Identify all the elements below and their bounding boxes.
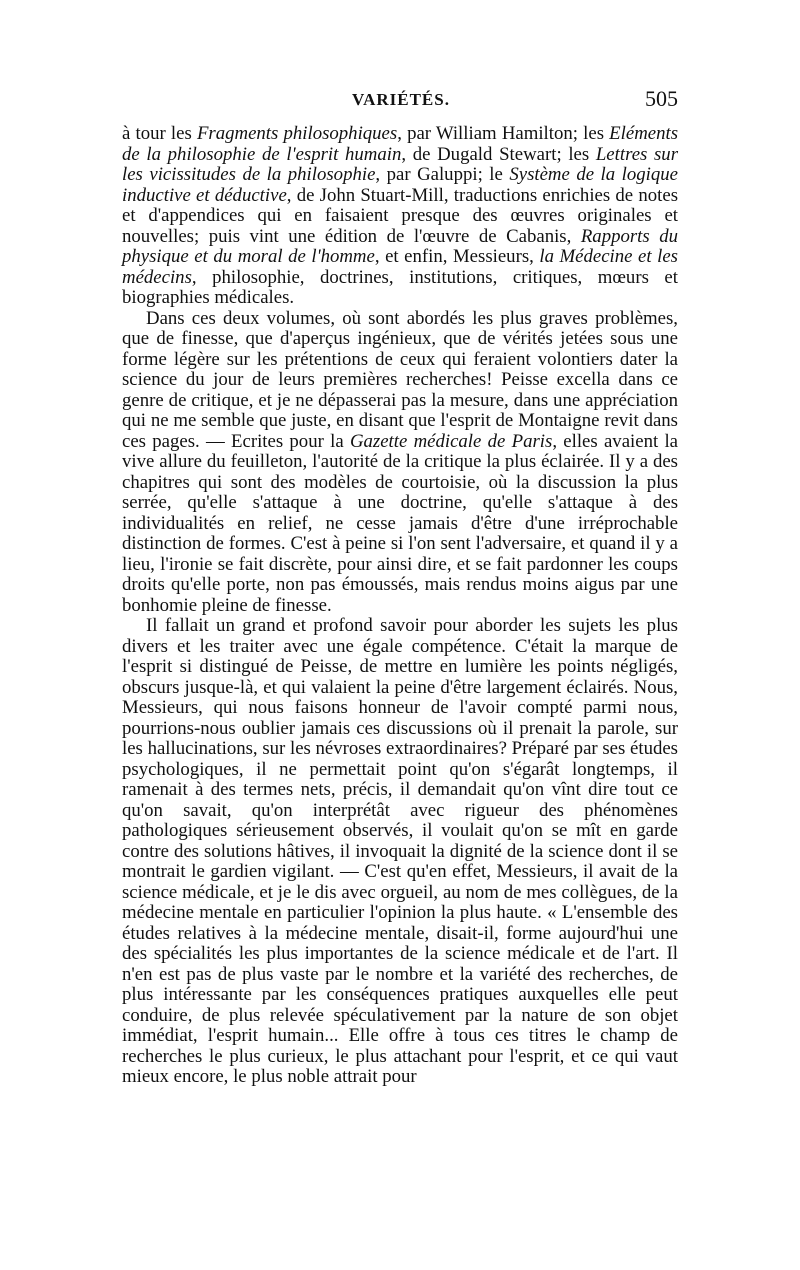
- text-segment: , et enfin, Messieurs,: [374, 246, 540, 267]
- page-number: 505: [645, 86, 678, 111]
- italic-title-text: Eléments de la philosophie de l'esprit humain: [122, 123, 679, 165]
- text-segment: , de John Stuart-Mill, traductions enrichies de notes et d'appendices qui en faisaient presque des œuvres originales et nouvelles; puis vint une édition de l'œuvre de Cabanis,: [122, 184, 678, 247]
- italic-title-text: Gazette médicale de Paris: [349, 430, 553, 452]
- paragraph-1: [122, 124, 678, 309]
- italic-title-text: Système de la logique inductive et déductive: [122, 164, 678, 206]
- italic-title-text: Rapports du physique et du moral de l'homme: [122, 225, 678, 267]
- text-segment: , par William Hamilton; les: [397, 123, 610, 144]
- paragraph-2: [122, 309, 678, 617]
- paragraph-3: [122, 616, 678, 1088]
- page-header: [122, 86, 678, 116]
- text-segment: Il fallait un grand et profond savoir pour aborder les sujets les plus divers et les traiter avec une égale compétence. C'était la marque de l'esprit si distingué de Peisse, de mettre en lumière les points négligés, obscurs jusque-là, et qui valaient la peine d'être largement éclairés. Nous, Messieurs, qui nous faisons honneur de l'avoir compté parmi nous, pourrions-nous oublier jamais ces discussions où il prenait la parole, sur les hallucinations, sur les névroses extraordinaires? Préparé par ses études psychologiques, il ne permettait point qu'on s'égarât longtemps, il ramenait à des termes nets, précis, il demandait qu'on vînt dire tout ce qu'on savait, qu'on interprétât avec rigueur des phénomènes pathologiques sérieusement observés, il voulait qu'on se mît en garde contre des solutions hâtives, il invoquait la dignité de la science dont il se montrait le gardien vigilant. — C'est qu'en effet, Messieurs, il avait de la science médicale, et je le dis avec orgueil, au nom de mes collègues, de la médecine mentale en particulier l'opinion la plus haute. « L'ensemble des études relatives à la médecine mentale, disait-il, forme aujourd'hui une des spécialités les plus importantes de la science médicale et de l'art. Il n'en est pas de plus vaste par le nombre et la variété des recherches, de plus intéressante par les conséquences pratiques auxquelles elle peut conduire, de plus relevée spéculativement par la nature de son objet immédiat, l'esprit humain... Elle offre à tous ces titres le champ de recherches le plus curieux, le plus attachant pour l'esprit, et ce qui vaut mieux encore, le plus noble attrait pour: [122, 615, 678, 1087]
- text-segment: , par Galuppi; le: [375, 164, 510, 185]
- body-text: [122, 124, 678, 1088]
- italic-title-text: Lettres sur les vicissitudes de la philosophie: [122, 143, 679, 185]
- text-segment: , philosophie, doctrines, institutions, critiques, mœurs et biographies médicales.: [122, 266, 678, 308]
- text-segment: Dans ces deux volumes, où sont abordés les plus graves problèmes, que de finesse, que d'aperçus ingénieux, que de vérités jetées sous une forme légère sur les prétentions de ceux qui feraient volontiers dater la science du jour de leurs premières recherches! Peisse excella dans ce genre de critique, et je ne dépasserai pas la mesure, dans une appréciation qui ne me semble que juste, en disant que l'esprit de Montaigne revit dans ces pages. — Ecrites pour la: [122, 307, 678, 452]
- italic-title-text: Fragments philosophiques: [196, 123, 398, 144]
- text-segment: , elles avaient la vive allure du feuilleton, l'autorité de la critique la plus éclairée. Il y a des chapitres qui sont des modèles de courtoisie, où la discussion la plus serrée, qu'elle s'attaque à une doctrine, qu'elle s'attaque à des individualités en relief, ne cesse jamais d'être d'une irréprochable distinction de formes. C'est à peine si l'on sent l'adversaire, et quand il y a lieu, l'ironie se fait discrète, pour ainsi dire, et se fait pardonner les coups droits qu'elle porte, non pas émoussés, mais rendus moins aigus par une bonhomie pleine de finesse.: [122, 430, 679, 616]
- text-segment: , de Dugald Stewart; les: [401, 143, 596, 165]
- text-segment: à tour les: [122, 123, 197, 144]
- running-head: VARIÉTÉS.: [352, 90, 450, 109]
- italic-title-text: la Médecine et les médecins: [122, 246, 678, 288]
